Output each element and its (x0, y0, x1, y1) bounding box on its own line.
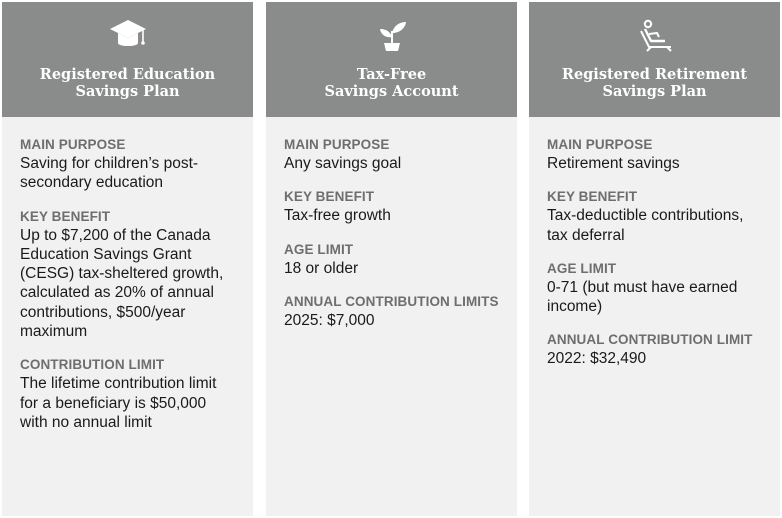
rrsp-header (529, 2, 780, 117)
section-value: 18 or older (284, 259, 359, 277)
section-value: Tax-deductible contributions, tax deferral (547, 207, 744, 244)
section-value: 2025: $7,000 (284, 311, 375, 329)
section-label: MAIN PURPOSE (20, 137, 126, 152)
section-label: AGE LIMIT (284, 241, 354, 257)
resp-contribution-limit (20, 356, 245, 432)
section-value: 2022: $32,490 (547, 350, 647, 368)
rrsp-details (547, 136, 772, 384)
section-value: Saving for children’s post- secondary education (20, 155, 199, 192)
tfsa-age-limit (284, 241, 509, 278)
rrsp-age-limit (547, 260, 772, 317)
resp-header (2, 2, 253, 117)
lounge-chair-person-icon (635, 17, 675, 53)
section-value: 0-71 (but must have earned income) (547, 278, 738, 316)
section-label: ANNUAL CONTRIBUTION LIMITS (284, 293, 499, 309)
rrsp-title: Registered Retirement Savings Plan (561, 66, 748, 100)
section-label: KEY BENEFIT (547, 189, 638, 205)
rrsp-main-purpose (547, 136, 772, 173)
tfsa-details (284, 136, 509, 345)
section-value: Tax-free growth (284, 207, 391, 225)
rrsp-annual-contribution-limit (547, 331, 772, 368)
section-label: AGE LIMIT (547, 260, 617, 276)
tfsa-header (266, 2, 517, 117)
section-label: ANNUAL CONTRIBUTION LIMIT (547, 332, 753, 348)
section-label: KEY BENEFIT (20, 208, 111, 224)
tfsa-main-purpose (284, 136, 509, 173)
section-label: MAIN PURPOSE (547, 137, 653, 152)
section-value: Any savings goal (284, 155, 402, 172)
section-label: CONTRIBUTION LIMIT (20, 357, 165, 373)
section-label: KEY BENEFIT (284, 189, 375, 205)
tfsa-title: Tax-Free Savings Account (324, 66, 459, 100)
rrsp-key-benefit (547, 188, 772, 245)
section-value: Retirement savings (547, 155, 680, 172)
tfsa-column (266, 2, 517, 516)
resp-details (20, 136, 245, 447)
resp-column (2, 2, 253, 516)
graduation-cap-icon (108, 17, 148, 53)
plant-sprout-icon (372, 17, 412, 53)
resp-main-purpose (20, 136, 245, 193)
tfsa-key-benefit (284, 188, 509, 225)
section-value: Up to $7,200 of the Canada Education Savings Grant (CESG) tax-sheltered growth, calculated as 20% of annual contributions, $500/year maximum (20, 226, 224, 341)
rrsp-column (529, 2, 780, 516)
tfsa-annual-contribution-limits (284, 293, 509, 330)
resp-key-benefit (20, 208, 245, 342)
section-label: MAIN PURPOSE (284, 137, 390, 152)
resp-title: Registered Education Savings Plan (39, 66, 216, 100)
section-value: The lifetime contribution limit for a beneficiary is $50,000 with no annual limit (20, 375, 217, 431)
